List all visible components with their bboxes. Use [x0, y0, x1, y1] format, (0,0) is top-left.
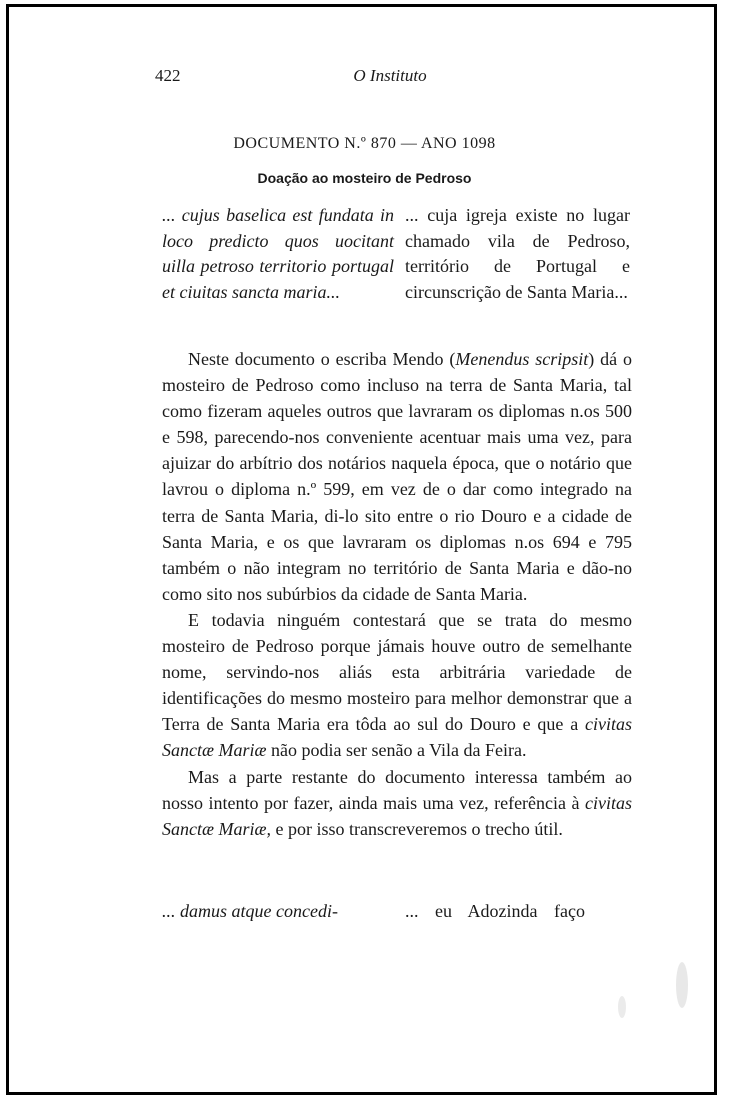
italic-run: civitas Sanctæ Mariæ — [162, 714, 632, 761]
page-number: 422 — [155, 66, 181, 85]
paper-stain — [618, 996, 626, 1018]
text-run: Mas a parte restante do documento interessa também ao nosso intento por fazer, ainda mais uma vez, referência à — [162, 766, 632, 813]
paragraph — [162, 764, 632, 842]
paragraph — [162, 346, 632, 607]
excerpt-columns — [162, 203, 632, 328]
page-header — [155, 66, 625, 90]
portuguese-translation: ... cuja igreja existe no lugar chamado vila de Pedroso, território de Portugal e circunscrição de Santa Maria... — [405, 205, 630, 302]
excerpt-columns-2 — [162, 899, 632, 929]
document-subheading: Doação ao mosteiro de Pedroso — [257, 170, 472, 186]
latin-excerpt: ... damus atque concedi- — [162, 901, 338, 921]
portuguese-translation: ... eu Adozinda faço — [405, 901, 585, 921]
body-text — [162, 346, 632, 842]
text-run: Neste documento o escriba Mendo ( — [188, 349, 456, 369]
text-run: e por isso transcreveremos o trecho útil. — [271, 818, 563, 839]
document-heading: DOCUMENTO N.º 870 — ANO 1098 — [233, 135, 496, 152]
paper-stain — [676, 962, 688, 1008]
paragraph — [162, 607, 632, 764]
latin-excerpt: ... cujus baselica est fundata in loco predicto quos uocitant uilla petroso territorio portugal et ciuitas sancta maria... — [162, 205, 394, 302]
italic-run: civitas Sanctæ Mariæ, — [162, 792, 632, 839]
italic-run: Menendus scripsit — [455, 349, 589, 369]
text-run: E todavia ninguém contestará que se trata do mesmo mosteiro de Pedroso porque jámais houve outro de semelhante nome, servindo-nos aliás esta arbitrária variedade de identificações do mesmo mosteiro para melhor demonstrar que a Terra de Santa Maria era tôda ao sul do Douro e que a — [162, 609, 632, 735]
text-run: não podia ser senão a Vila da Feira. — [266, 740, 527, 761]
running-title: O Instituto — [353, 66, 427, 85]
text-run: ) dá o mosteiro de Pedroso como incluso na terra de Santa Maria, tal como fizeram aqueles outros que lavraram os diplomas n.os 500 e 598, parecendo-nos conveniente acentuar mais uma vez, para ajuizar do arbítrio dos notários naquela época, que o notário que lavrou o diploma n.º 599, em vez de o dar como integrado na terra de Santa Maria, di-lo sito entre o rio Douro e a cidade de Santa Maria, e os que lavraram os diplomas n.os 694 e 795 também o não integram no território de Santa Maria e dão-no como sito nos subúrbios da cidade de Santa Maria. — [162, 349, 633, 604]
